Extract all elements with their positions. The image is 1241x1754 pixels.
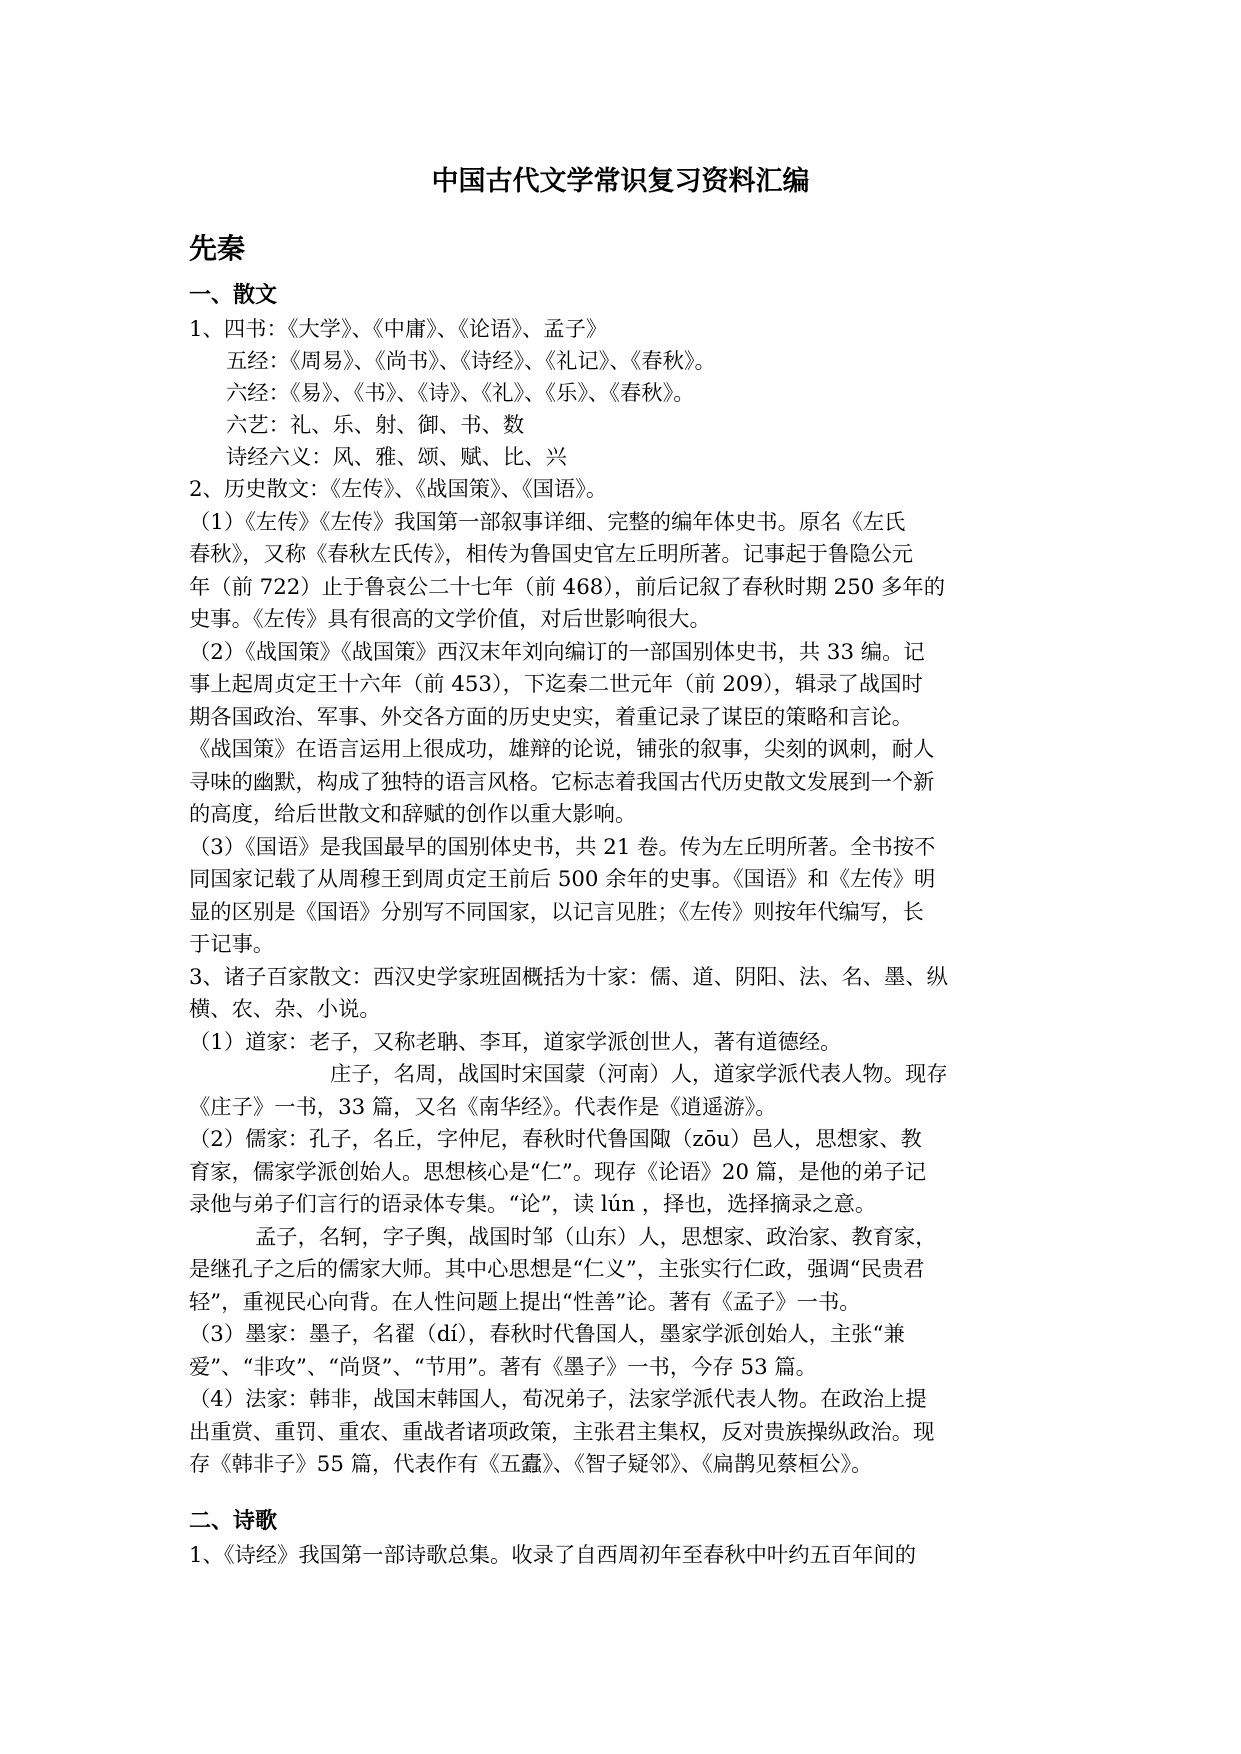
text-line: 1、四书：《大学》、《中庸》、《论语》、孟子》 — [189, 317, 608, 342]
section-heading-prose: 一、散文 — [189, 283, 278, 308]
text-line: 2、历史散文：《左传》、《战国策》、《国语》。 — [189, 477, 608, 502]
text-line: （1）《左传》《左传》我国第一部叙事详细、完整的编年体史书。原名《左氏 — [189, 510, 906, 535]
text-line: （3）墨家：墨子，名翟（dí），春秋时代鲁国人，墨家学派创始人，主张“兼 — [189, 1322, 905, 1347]
text-line: 出重赏、重罚、重农、重战者诸项政策，主张君主集权，反对贵族操纵政治。现 — [189, 1420, 935, 1445]
text-line: 爱”、“非攻”、“尚贤”、“节用”。著有《墨子》一书，今存 53 篇。 — [189, 1355, 817, 1380]
text-line: 期各国政治、军事、外交各方面的历史史实，着重记录了谋臣的策略和言论。 — [189, 705, 914, 730]
text-line: （2）儒家：孔子，名丘，字仲尼，春秋时代鲁国陬（zōu）邑人，思想家、教 — [189, 1127, 922, 1152]
text-line: 诗经六义：风、雅、颂、赋、比、兴 — [226, 445, 567, 470]
text-line: 显的区别是《国语》分别写不同国家，以记言见胜；《左传》则按年代编写，长 — [189, 900, 924, 925]
text-line: （4）法家：韩非，战国末韩国人，荀况弟子，法家学派代表人物。在政治上提 — [189, 1387, 927, 1412]
text-line: 春秋》，又称《春秋左氏传》，相传为鲁国史官左丘明所著。记事起于鲁隐公元 — [189, 542, 914, 567]
text-line: 《战国策》在语言运用上很成功，雄辩的论说，铺张的叙事，尖刻的讽刺，耐人 — [189, 737, 935, 762]
text-line: 存《韩非子》55 篇，代表作有《五蠹》、《智子疑邻》、《扁鹊见蔡桓公》。 — [189, 1452, 873, 1477]
text-line: 育家，儒家学派创始人。思想核心是“仁”。现存《论语》20 篇，是他的弟子记 — [189, 1160, 927, 1185]
text-line: （3）《国语》是我国最早的国别体史书，共 21 卷。传为左丘明所著。全书按不 — [189, 835, 936, 860]
text-line: 是继孔子之后的儒家大师。其中心思想是“仁义”，主张实行仁政，强调“民贵君 — [189, 1257, 925, 1282]
text-line: 的高度，给后世散文和辞赋的创作以重大影响。 — [189, 802, 637, 827]
text-line: （2）《战国策》《战国策》西汉末年刘向编订的一部国别体史书，共 33 编。记 — [189, 640, 925, 665]
text-line: 3、诸子百家散文：西汉史学家班固概括为十家：儒、道、阴阳、法、名、墨、纵 — [189, 965, 948, 990]
text-line: 事上起周贞定王十六年（前 453），下迄秦二世元年（前 209），辑录了战国时 — [189, 672, 923, 697]
text-line: 同国家记载了从周穆王到周贞定王前后 500 余年的史事。《国语》和《左传》明 — [189, 867, 936, 892]
text-line: 于记事。 — [189, 932, 275, 957]
section-heading-poetry: 二、诗歌 — [189, 1509, 278, 1534]
text-line: 五经：《周易》、《尚书》、《诗经》、《礼记》、《春秋》。 — [226, 349, 716, 374]
text-line: 庄子，名周，战国时宋国蒙（河南）人，道家学派代表人物。现存 — [330, 1062, 948, 1087]
text-line: 年（前 722）止于鲁哀公二十七年（前 468），前后记叙了春秋时期 250 多年的 — [189, 575, 945, 600]
text-line: 1、《诗经》我国第一部诗歌总集。收录了自西周初年至春秋中叶约五百年间的 — [189, 1543, 916, 1568]
text-line: 《庄子》一书，33 篇，又名《南华经》。代表作是《逍遥游》。 — [189, 1095, 777, 1120]
text-line: （1）道家：老子，又称老聃、李耳，道家学派创世人，著有道德经。 — [189, 1030, 842, 1055]
text-line: 轻”，重视民心向背。在人性问题上提出“性善”论。著有《孟子》一书。 — [189, 1290, 861, 1315]
era-heading: 先秦 — [189, 232, 246, 265]
text-line: 录他与弟子们言行的语录体专集。“论”，读 lún ，择也，选择摘录之意。 — [189, 1192, 877, 1217]
document-title: 中国古代文学常识复习资料汇编 — [431, 166, 810, 197]
text-line: 六经：《易》、《书》、《诗》、《礼》、《乐》、《春秋》。 — [226, 381, 695, 406]
text-line: 寻味的幽默，构成了独特的语言风格。它标志着我国古代历史散文发展到一个新 — [189, 770, 935, 795]
text-line: 横、农、杂、小说。 — [189, 997, 381, 1022]
text-line: 孟子，名轲，字子舆，战国时邹（山东）人，思想家、政治家、教育家， — [255, 1225, 937, 1250]
text-line: 史事。《左传》具有很高的文学价值，对后世影响很大。 — [189, 607, 711, 632]
text-line: 六艺：礼、乐、射、御、书、数 — [226, 413, 525, 438]
